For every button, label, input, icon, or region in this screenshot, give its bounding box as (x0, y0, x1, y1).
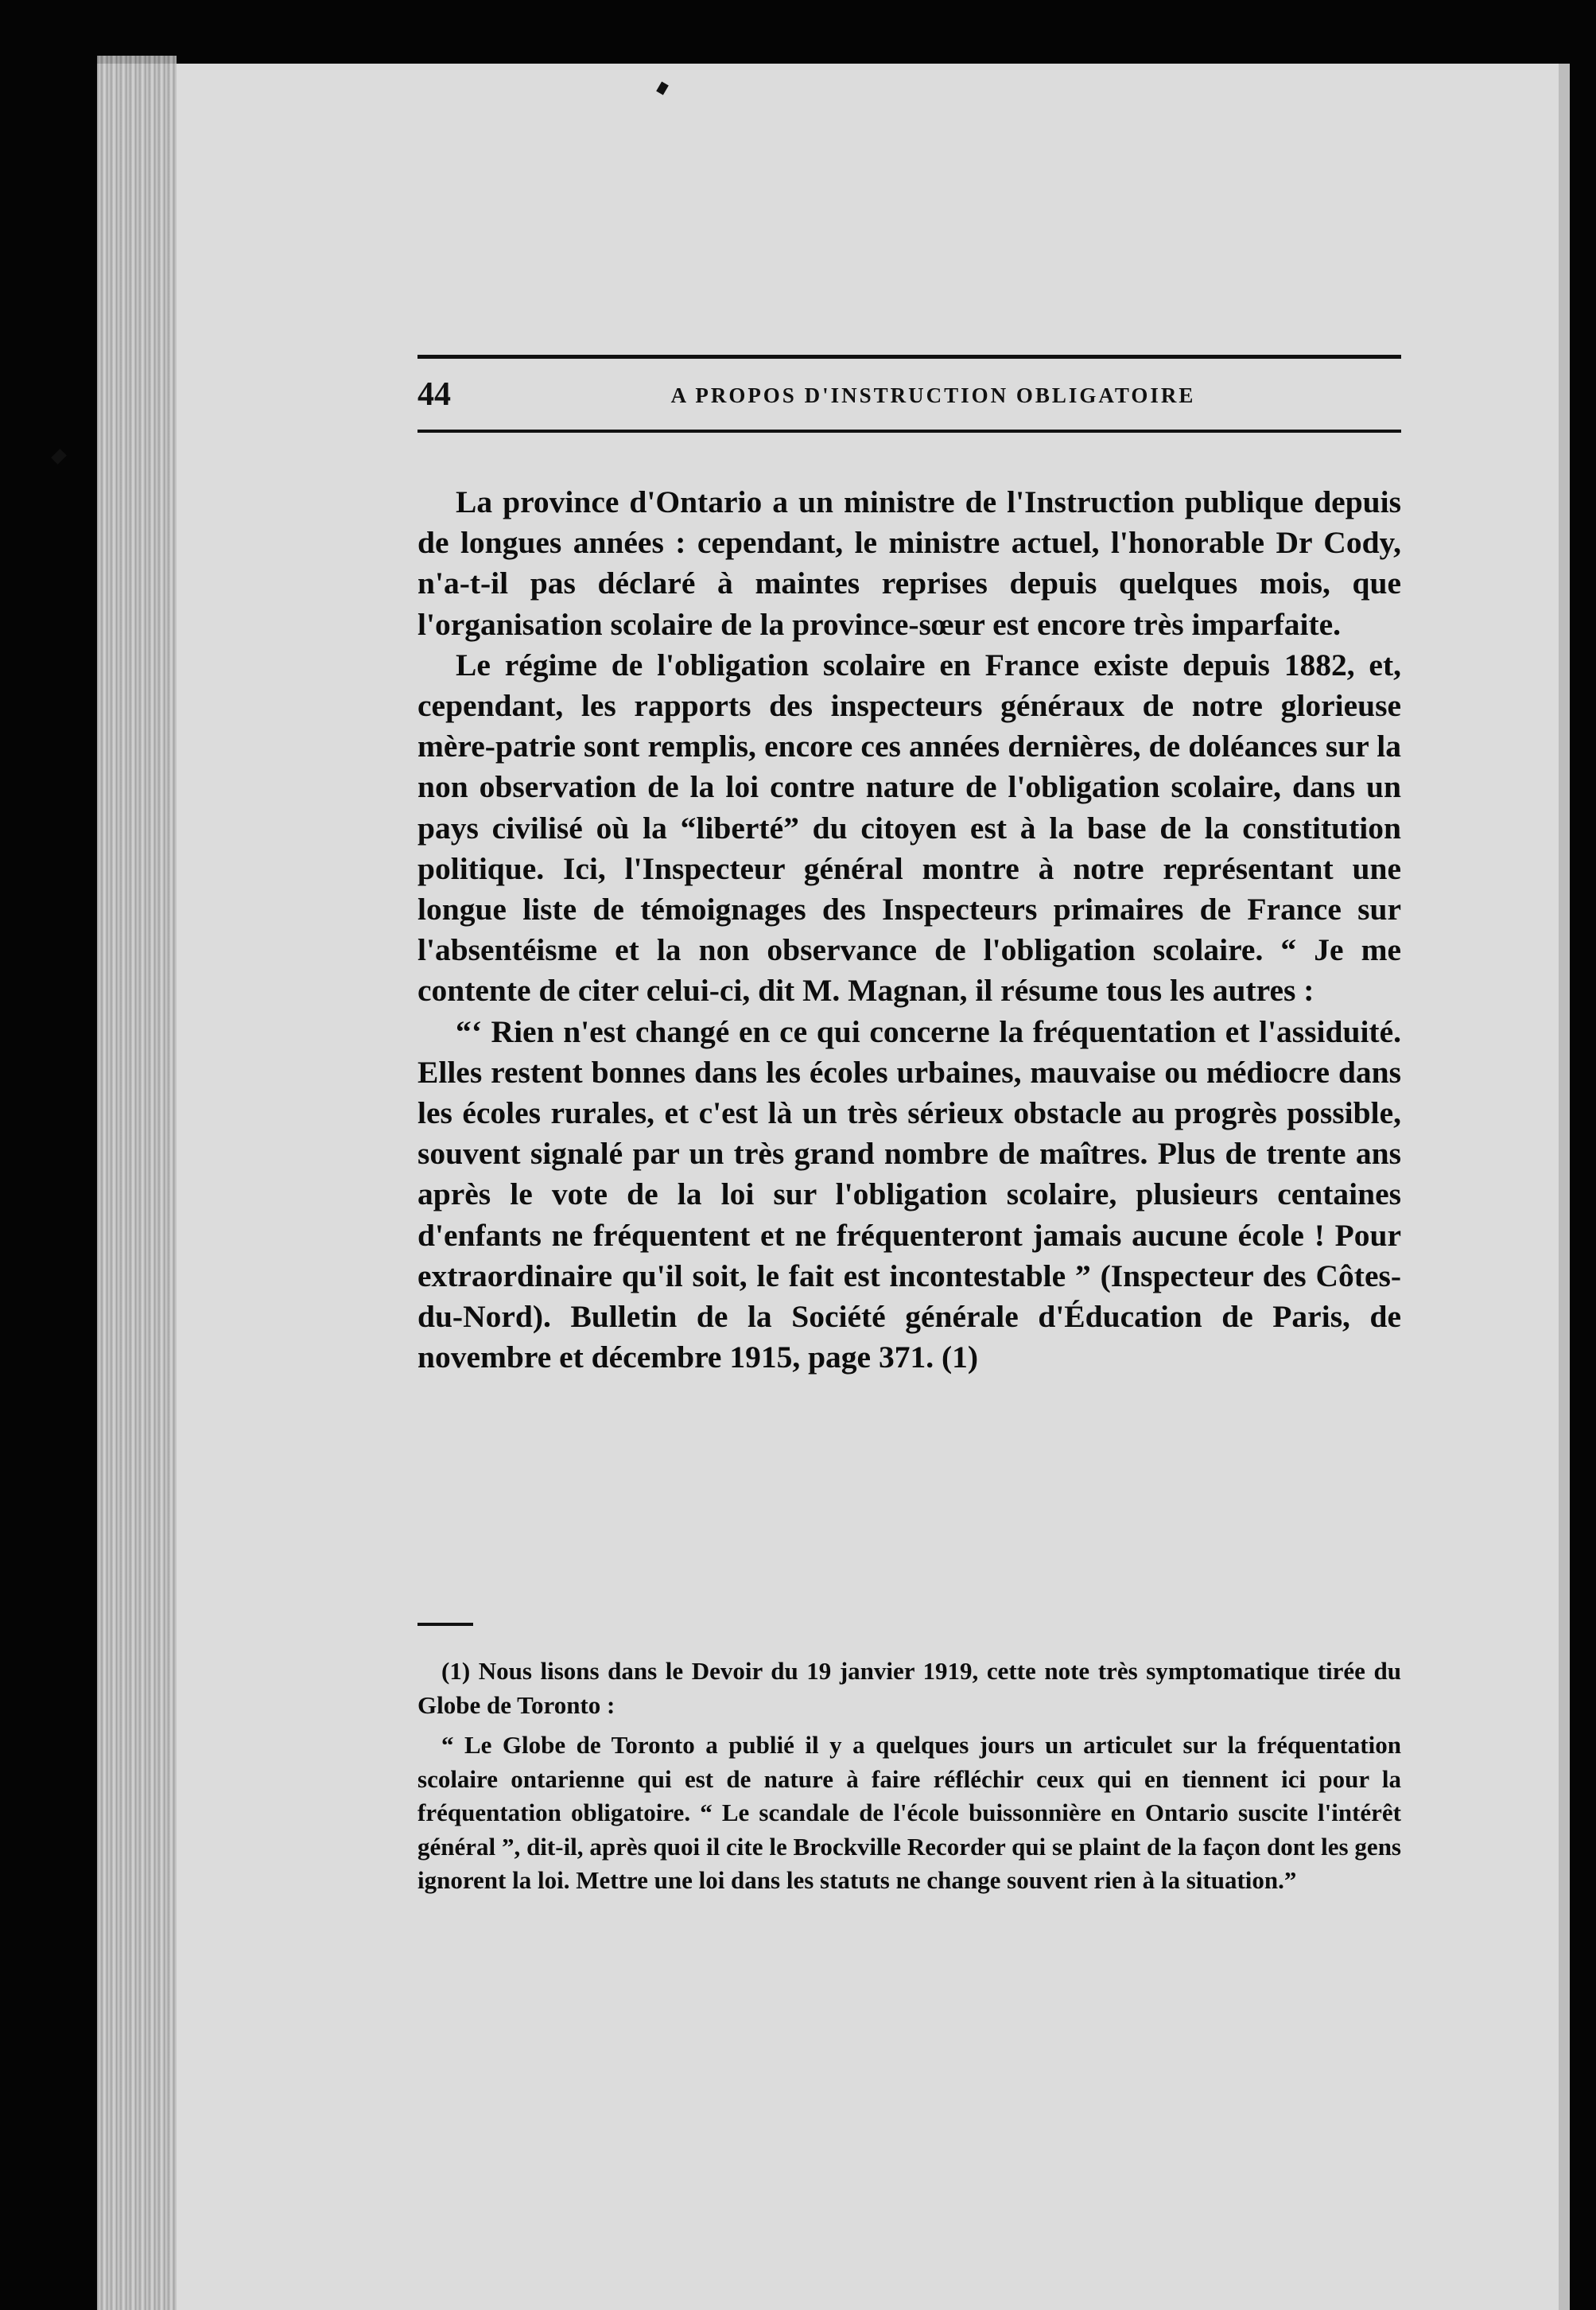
paragraph: La province d'Ontario a un ministre de l'Instruction publique depuis de longues années : cependant, le ministre actuel, l'honorable Dr Cody, n'a-t-il pas déclaré à maintes reprises depuis quelques mois, que l'organisation scolaire de la province-sœur est encore très imparfaite. (417, 484, 1401, 642)
body-text (417, 482, 1401, 1378)
footnote: (1) Nous lisons dans le Devoir du 19 janvier 1919, cette note très symptomatique tirée du Globe de Toronto : (417, 1657, 1401, 1719)
footnote-rule (417, 1623, 473, 1626)
paragraph: “‘ Rien n'est changé en ce qui concerne la fréquentation et l'assiduité. Elles restent bonnes dans les écoles urbaines, mauvaise ou médiocre dans les écoles rurales, et c'est là un très sérieux obstacle au progrès possible, souvent signalé par un très grand nombre de maîtres. Plus de trente ans après le vote de la loi sur l'obligation scolaire, plusieurs centaines d'enfants ne fréquentent et ne fréquenteront jamais aucune école ! Pour extraordinaire qu'il soit, le fait est incontestable ” (Inspecteur des Côtes-du-Nord). Bulletin de la Société générale d'Éducation de Paris, de novembre et décembre 1915, page 371. (1) (417, 1013, 1401, 1375)
page-number: 44 (417, 376, 451, 413)
ink-speck (51, 449, 67, 465)
book-spine-edge (97, 56, 177, 2310)
page-right-edge (1559, 64, 1570, 2310)
header-rule-top (417, 355, 1401, 359)
running-title: A PROPOS D'INSTRUCTION OBLIGATOIRE (670, 383, 1196, 407)
header-rule-bottom (417, 430, 1401, 433)
paragraph: Le régime de l'obligation scolaire en France existe depuis 1882, et, cependant, les rapports des inspecteurs généraux de notre glorieuse mère-patrie sont remplis, encore ces années dernières, de doléances sur la non observation de la loi contre nature de l'obligation scolaire, dans un pays civilisé où la “liberté” du citoyen est à la base de la constitution politique. Ici, l'Inspecteur général montre à notre représentant une longue liste de témoignages des Inspecteurs primaires de France sur l'absentéisme et la non observance de l'obligation scolaire. “ Je me contente de citer celui-ci, dit M. Magnan, il résume tous les autres : (417, 647, 1401, 1009)
footnotes (417, 1655, 1401, 1904)
footnote: “ Le Globe de Toronto a publié il y a quelques jours un articulet sur la fréquentation scolaire ontarienne qui est de nature à faire réfléchir ceux qui en tiennent ici pour la fréquentation obligatoire. “ Le scandale de l'école buissonnière en Ontario suscite l'intérêt général ”, dit-il, après quoi il cite le Brockville Recorder qui se plaint de la façon dont les gens ignorent la loi. Mettre une loi dans les statuts ne change souvent rien à la situation.” (417, 1731, 1401, 1894)
running-header (417, 374, 1401, 422)
